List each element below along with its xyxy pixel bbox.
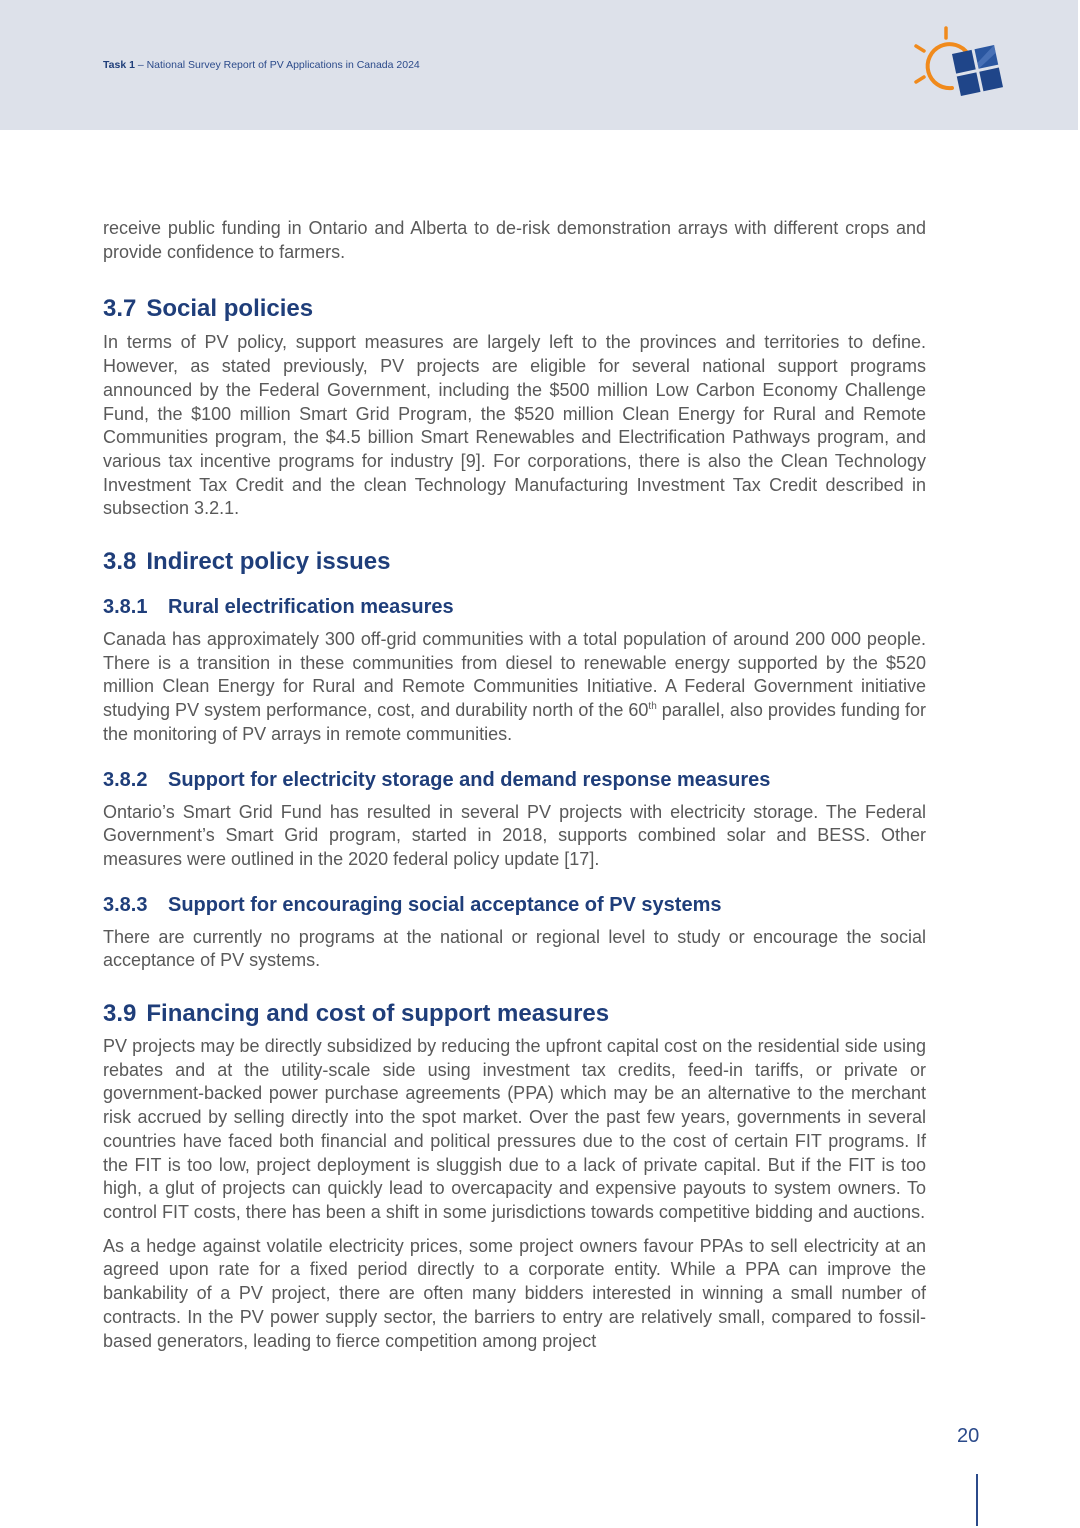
header-band (0, 0, 1078, 130)
subsection-heading-3-8-1 (103, 594, 926, 620)
financing-paragraph-2: As a hedge against volatile electricity prices, some project owners favour PPAs to sell electricity at an agreed upon rate for a fixed period directly to a corporate entity. While a PPA can improve the bankability of a PV project, there are often many bidders interested in winning a small number of contracts. In the PV power supply sector, the barriers to entry are relatively small, compared to fossil-based generators, leading to fierce competition among project (103, 1235, 926, 1351)
section-number: 3.7 (103, 295, 137, 323)
running-header (103, 59, 420, 71)
section-heading-3-9 (103, 999, 926, 1029)
section-number: 3.8 (103, 548, 137, 576)
subsection-number: 3.8.2 (103, 768, 148, 791)
financing-paragraph-1: PV projects may be directly subsidized by reducing the upfront capital cost on the residential side using rebates and at the utility-scale side using investment tax credits, feed-in tariffs, or private or government-backed power purchase agreements (PPA) which may be an alternative to the merchant risk accrued by selling directly into the spot market. Over the past few years, governments in several countries have faced both financial and political pressures due to the cost of certain FIT programs. If the FIT is too low, project deployment is sluggish due to a lack of private capital. But if the FIT is too high, a glut of projects can quickly lead to overcapacity and expensive payouts to system owners. To control FIT costs, there has been a shift in some jurisdictions towards competitive bidding and auctions. (103, 1036, 926, 1222)
subsection-title: Rural electrification measures (168, 596, 454, 619)
section-heading-3-8 (103, 547, 926, 577)
subsection-number: 3.8.1 (103, 596, 148, 619)
section-title: Financing and cost of support measures (146, 1000, 610, 1028)
section-title: Indirect policy issues (146, 548, 391, 576)
subsection-number: 3.8.3 (103, 893, 148, 916)
task-label: Task 1 (103, 59, 135, 71)
rural-electrification-paragraph (103, 628, 926, 747)
paragraph-text: parallel, also provides funding for the monitoring of PV arrays in remote communities. (103, 700, 926, 744)
social-acceptance-paragraph: There are currently no programs at the national or regional level to study or encourage the social acceptance of PV systems. (103, 926, 926, 971)
section-title: Social policies (146, 295, 314, 323)
sun-and-solar-panel-logo-icon (908, 24, 1004, 112)
intro-paragraph: receive public funding in Ontario and Alberta to de-risk demonstration arrays with different crops and provide confidence to farmers. (103, 218, 926, 262)
social-policies-paragraph: In terms of PV policy, support measures are largely left to the provinces and territories to define. However, as stated previously, PV projects are eligible for several national support programs announced by the Federal Government, including the $500 million Low Carbon Economy Challenge Fund, the $100 million Smart Grid Program, the $520 million Clean Energy for Rural and Remote Communities program, the $4.5 billion Smart Renewables and Electrification Pathways program, and various tax incentive programs for industry [9]. For corporations, there is also the Clean Technology Investment Tax Credit and the clean Technology Manufacturing Investment Tax Credit described in subsection 3.2.1. (103, 332, 926, 519)
storage-paragraph: Ontario’s Smart Grid Fund has resulted in several PV projects with electricity storage. The Federal Government’s Smart Grid program, started in 2018, supports combined solar and BESS. Other measures were outlined in the 2020 federal policy update [17]. (103, 801, 926, 869)
report-title: – National Survey Report of PV Applications in Canada 2024 (134, 59, 420, 71)
subsection-heading-3-8-2 (103, 767, 926, 793)
paragraph-text: Canada has approximately 300 off-grid communities with a total population of around 200 000 people. There is a transition in these communities from diesel to renewable energy supported by the $520 million Clean Energy for Rural and Remote Communities Initiative. A Federal Government initiative studying PV system performance, cost, and durability north of the 60 (103, 629, 926, 721)
section-heading-3-7 (103, 294, 926, 324)
subsection-title: Support for encouraging social acceptance of PV systems (168, 893, 722, 916)
subsection-title: Support for electricity storage and demand response measures (168, 768, 771, 791)
page-body (103, 217, 926, 1353)
section-number: 3.9 (103, 1000, 137, 1028)
page-number-rule (976, 1474, 978, 1526)
ordinal-superscript: th (648, 701, 657, 713)
page-number: 20 (957, 1425, 980, 1447)
subsection-heading-3-8-3 (103, 892, 926, 918)
